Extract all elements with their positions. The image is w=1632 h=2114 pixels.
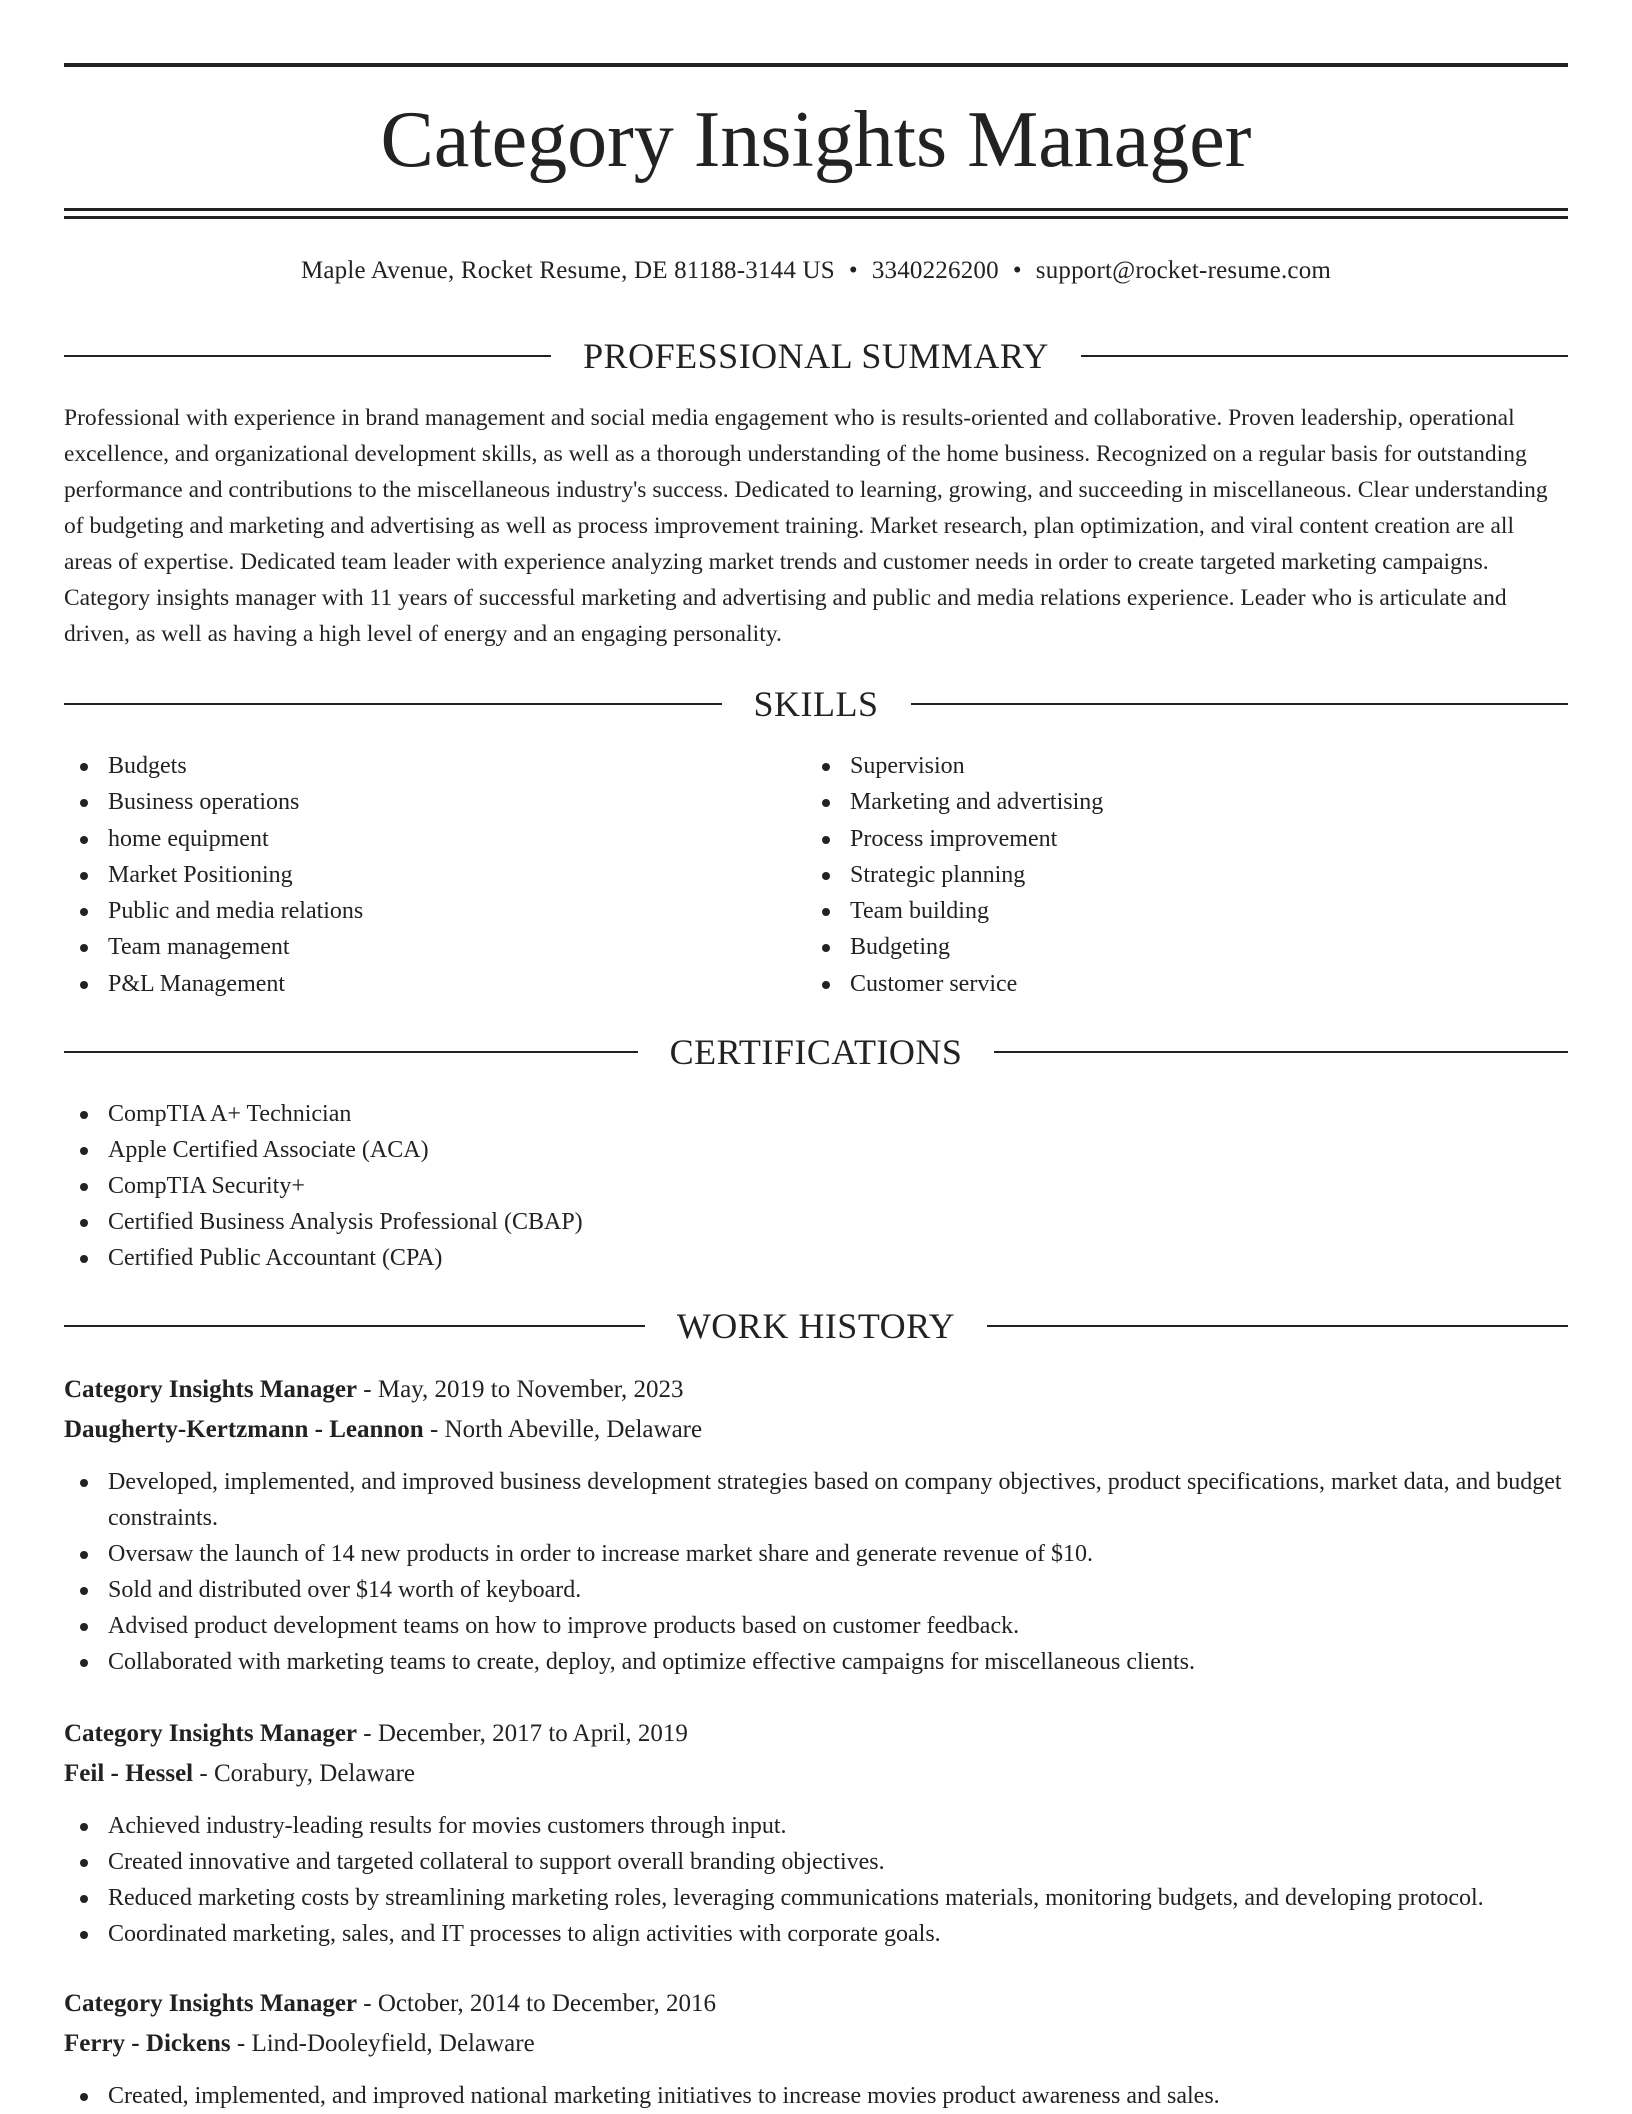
skill-item: Team management xyxy=(64,929,764,965)
skill-item: Business operations xyxy=(64,784,764,820)
resume-title: Category Insights Manager xyxy=(380,96,1252,184)
certifications-heading xyxy=(64,1030,1568,1074)
certification-item: Certified Business Analysis Professional (CBAP) xyxy=(64,1204,1568,1240)
heading-rule-left xyxy=(64,355,551,357)
title-rule-lower xyxy=(64,216,1568,219)
job-company: Feil - Hessel xyxy=(64,1760,194,1787)
job-company-line: Feil - Hessel - Corabury, Delaware xyxy=(64,1760,416,1787)
job-company: Ferry - Dickens xyxy=(64,2030,231,2057)
skills-heading xyxy=(64,682,1568,726)
heading-rule-left xyxy=(64,1051,638,1053)
skill-item: Public and media relations xyxy=(64,893,764,929)
skill-item: Customer service xyxy=(806,966,1506,1002)
top-rule xyxy=(64,63,1568,67)
job-role: Category Insights Manager xyxy=(64,1720,358,1747)
work-history-heading xyxy=(64,1304,1568,1348)
job-bullet: Reduced marketing costs by streamlining marketing roles, leveraging communications materials, monitoring budgets, and developing protocol. xyxy=(64,1880,1568,1916)
job-bullets xyxy=(64,1464,1568,1680)
job-bullet: Achieved industry-leading results for movies customers through input. xyxy=(64,1808,1568,1844)
job-company: Daugherty-Kertzmann - Leannon xyxy=(64,1416,424,1443)
job-location: Corabury, Delaware xyxy=(213,1760,416,1787)
job-entry xyxy=(64,1984,1568,2114)
job-bullet: Coordinated marketing, sales, and IT processes to align activities with corporate goals. xyxy=(64,1916,1568,1952)
job-bullet: Created, implemented, and improved national marketing initiatives to increase movies product awareness and sales. xyxy=(64,2078,1568,2114)
contact-separator: • xyxy=(848,257,858,284)
skill-item: Budgeting xyxy=(806,929,1506,965)
summary-heading xyxy=(64,334,1568,378)
job-entry xyxy=(64,1370,1568,1680)
contact-separator: • xyxy=(1012,257,1022,284)
heading-rule-left xyxy=(64,703,722,705)
skill-item: Strategic planning xyxy=(806,857,1506,893)
certification-item: Apple Certified Associate (ACA) xyxy=(64,1132,1568,1168)
job-dates: December, 2017 to April, 2019 xyxy=(377,1720,688,1747)
skill-item: Marketing and advertising xyxy=(806,784,1506,820)
job-bullet: Created innovative and targeted collateral to support overall branding objectives. xyxy=(64,1844,1568,1880)
heading-rule-right xyxy=(987,1325,1568,1327)
heading-rule-right xyxy=(911,703,1569,705)
skills-list-right xyxy=(806,748,1506,1002)
skill-item: Market Positioning xyxy=(64,857,764,893)
job-bullets xyxy=(64,1808,1568,1952)
skills-list-left xyxy=(64,748,764,1002)
job-role-line: Category Insights Manager - October, 2014 to December, 2016 xyxy=(64,1990,717,2017)
skill-item: Team building xyxy=(806,893,1506,929)
skill-item: home equipment xyxy=(64,821,764,857)
job-location: Lind-Dooleyfield, Delaware xyxy=(251,2030,535,2057)
job-role: Category Insights Manager xyxy=(64,1376,358,1403)
job-role-line: Category Insights Manager - December, 2017 to April, 2019 xyxy=(64,1720,688,1747)
job-role: Category Insights Manager xyxy=(64,1990,358,2017)
job-bullets xyxy=(64,2078,1568,2114)
job-location: North Abeville, Delaware xyxy=(444,1416,703,1443)
heading-rule-right xyxy=(1081,355,1568,357)
contact-phone: 3340226200 xyxy=(871,257,999,284)
work-history-heading-text: WORK HISTORY xyxy=(676,1306,956,1346)
job-dates: October, 2014 to December, 2016 xyxy=(377,1990,717,2017)
job-bullet: Developed, implemented, and improved business development strategies based on company objectives, product specifications, market data, and budget constraints. xyxy=(64,1464,1568,1536)
heading-rule-right xyxy=(994,1051,1568,1053)
job-bullet: Sold and distributed over $14 worth of keyboard. xyxy=(64,1572,1568,1608)
summary-heading-text: PROFESSIONAL SUMMARY xyxy=(583,336,1049,376)
certifications-heading-text: CERTIFICATIONS xyxy=(669,1032,963,1072)
job-dates: May, 2019 to November, 2023 xyxy=(377,1376,684,1403)
certifications-list xyxy=(64,1096,1568,1276)
contact-line xyxy=(64,254,1568,288)
heading-rule-left xyxy=(64,1325,645,1327)
job-bullet: Collaborated with marketing teams to create, deploy, and optimize effective campaigns for miscellaneous clients. xyxy=(64,1644,1568,1680)
job-bullet: Oversaw the launch of 14 new products in order to increase market share and generate revenue of $10. xyxy=(64,1536,1568,1572)
title-rule-upper xyxy=(64,208,1568,211)
certification-item: Certified Public Accountant (CPA) xyxy=(64,1240,1568,1276)
job-role-line: Category Insights Manager - May, 2019 to November, 2023 xyxy=(64,1376,684,1403)
summary-text: Professional with experience in brand management and social media engagement who is results-oriented and collaborative. Proven leadership, operational excellence, and organizational development skills, as well as a thorough understanding of the home business. Recognized on a regular basis for outstanding performance and contributions to the miscellaneous industry's success. Dedicated to learning, growing, and succeeding in miscellaneous. Clear understanding of budgeting and marketing and advertising as well as process improvement training. Market research, plan optimization, and viral content creation are all areas of expertise. Dedicated team leader with experience analyzing market trends and customer needs in order to create targeted marketing campaigns. Category insights manager with 11 years of successful marketing and advertising and public and media relations experience. Leader who is articulate and driven, as well as having a high level of energy and an engaging personality. xyxy=(64,405,1548,647)
certification-item: CompTIA Security+ xyxy=(64,1168,1568,1204)
contact-address: Maple Avenue, Rocket Resume, DE 81188-3144 US xyxy=(300,257,835,284)
job-entry xyxy=(64,1714,1568,1952)
job-company-line: Ferry - Dickens - Lind-Dooleyfield, Delaware xyxy=(64,2030,535,2057)
skill-item: Budgets xyxy=(64,748,764,784)
skills-heading-text: SKILLS xyxy=(753,684,879,724)
skill-item: P&L Management xyxy=(64,966,764,1002)
certification-item: CompTIA A+ Technician xyxy=(64,1096,1568,1132)
contact-email: support@rocket-resume.com xyxy=(1035,257,1332,284)
skill-item: Supervision xyxy=(806,748,1506,784)
job-bullet: Advised product development teams on how to improve products based on customer feedback. xyxy=(64,1608,1568,1644)
job-company-line: Daugherty-Kertzmann - Leannon - North Abeville, Delaware xyxy=(64,1416,703,1443)
skill-item: Process improvement xyxy=(806,821,1506,857)
